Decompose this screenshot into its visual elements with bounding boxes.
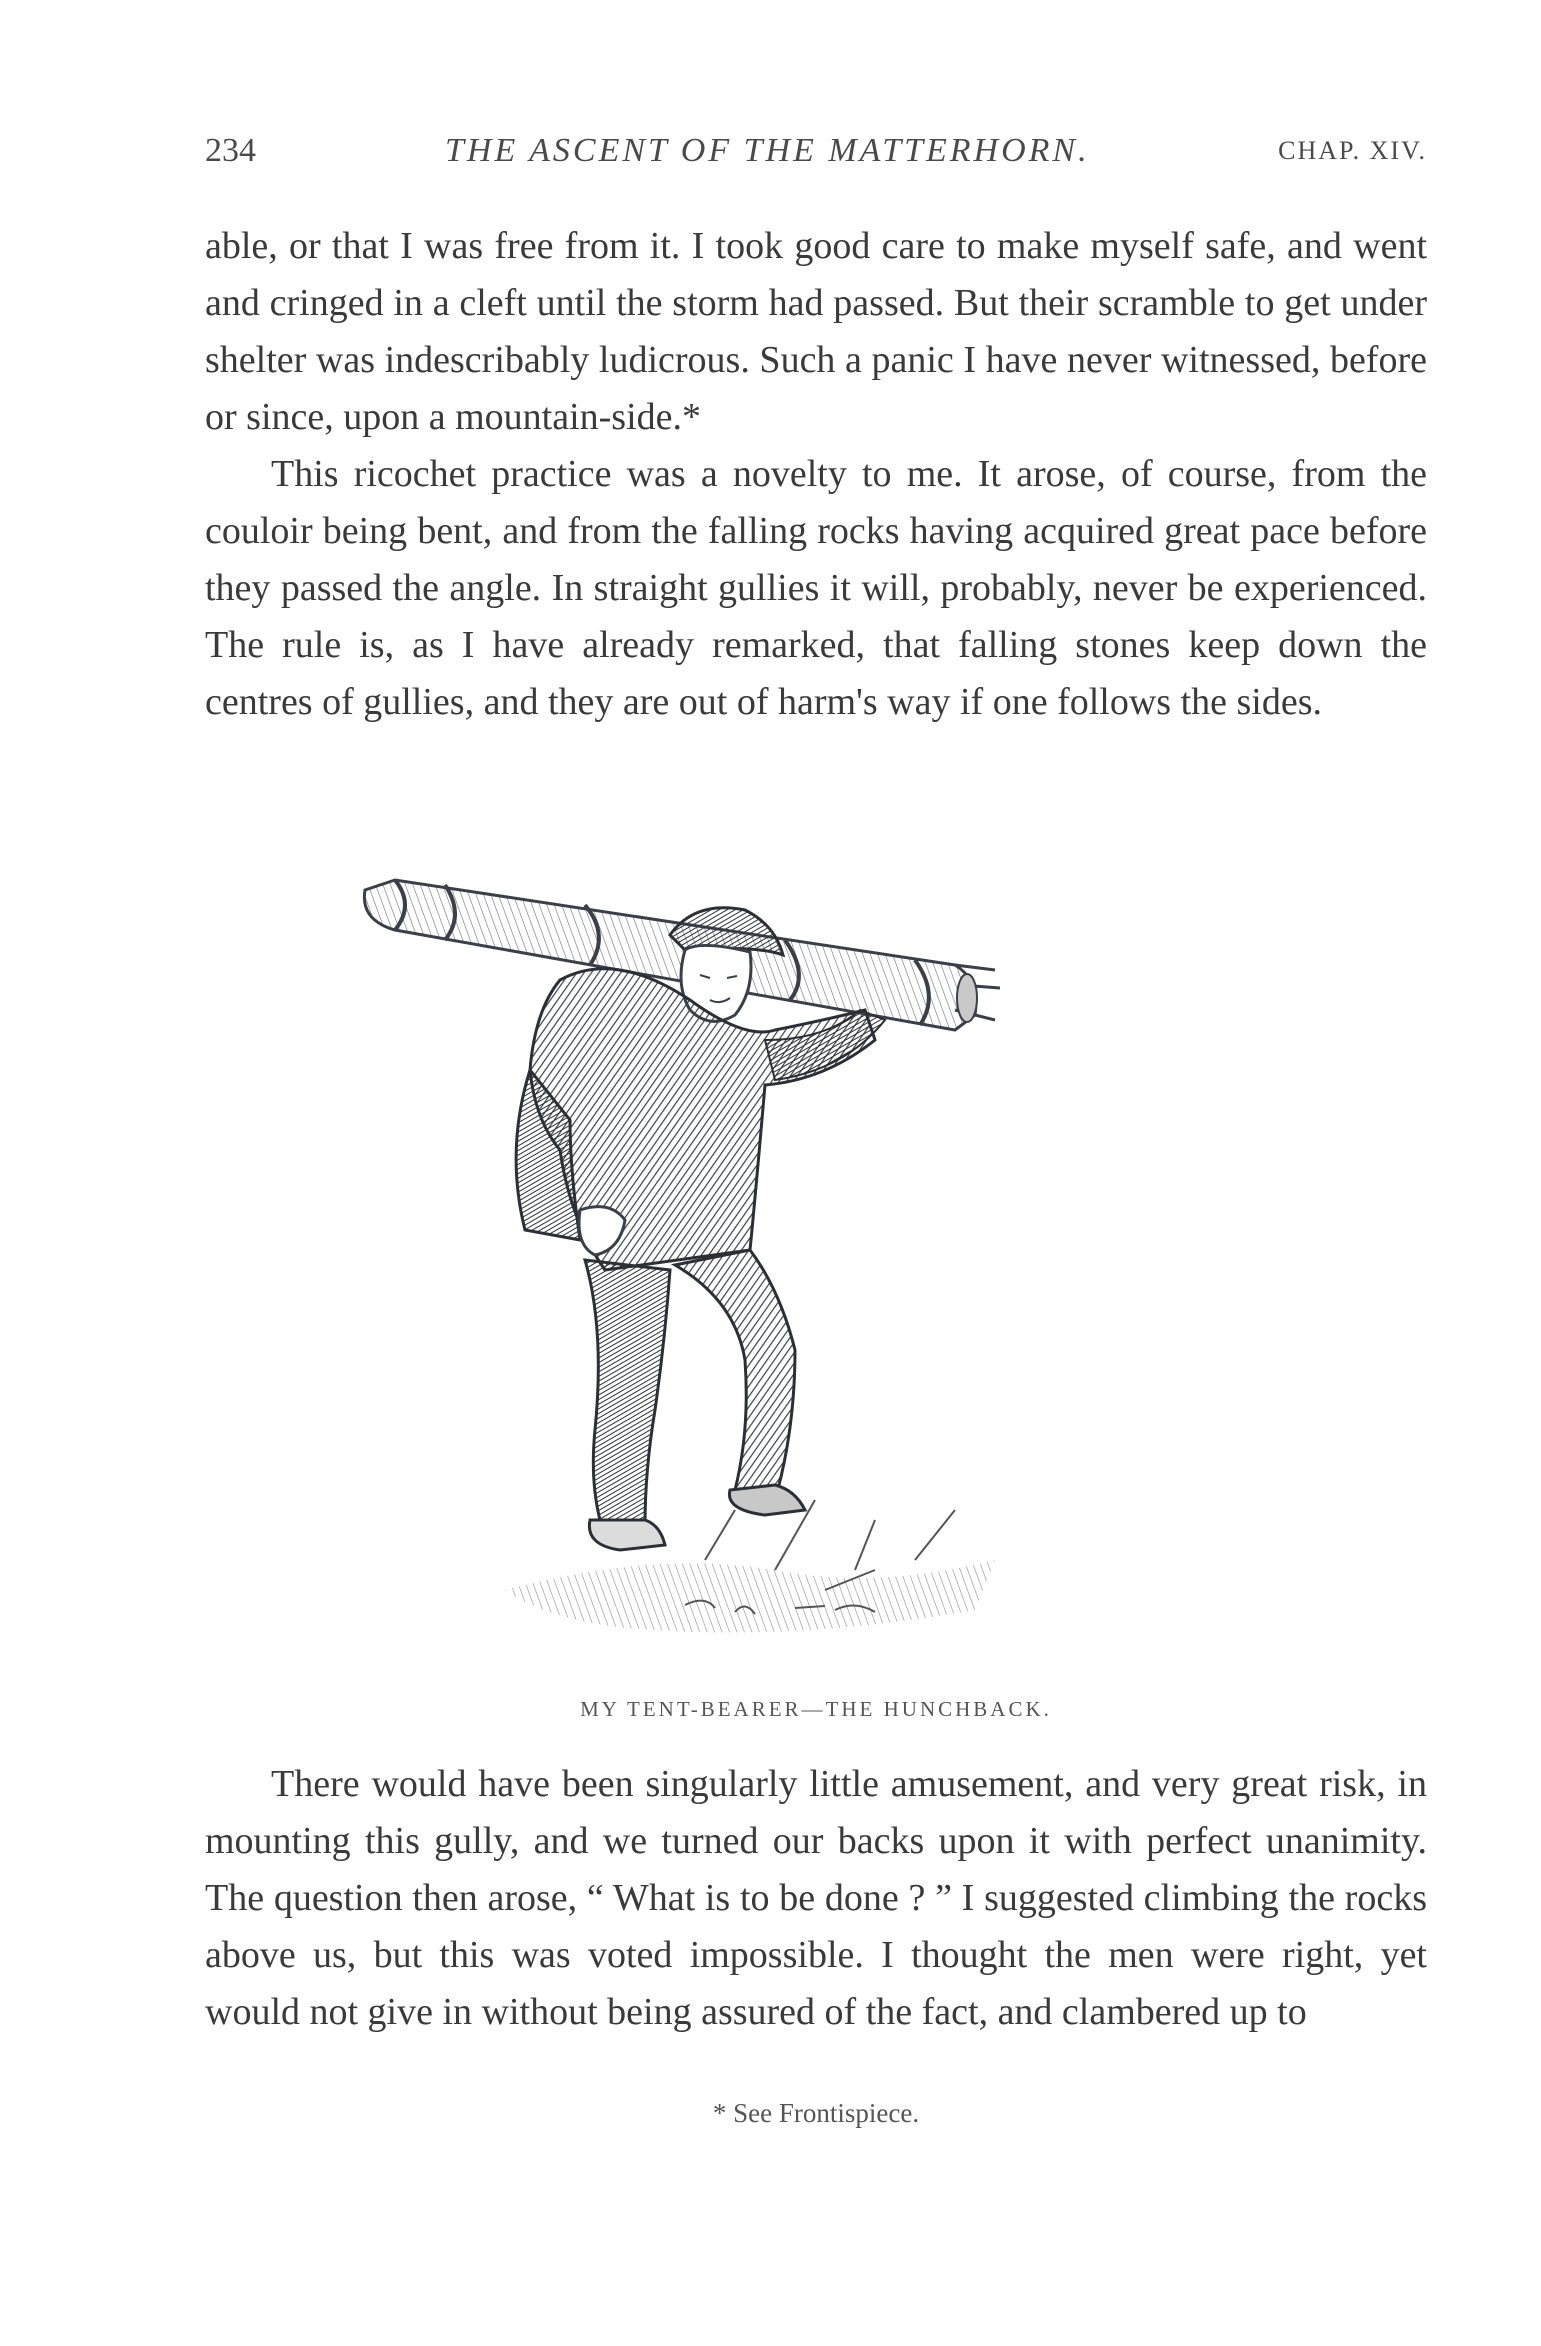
- paragraph-gully: There would have been singularly little amusement, and very great risk, in mounting this gully, and we turned our backs upon it with perfect unanimity. The question then arose, “ What is to be done ? ” I suggested climbing the rocks above us, but this was voted impossible. I thought the men were right, yet would not give in without being assured of the fact, and clambered up to: [205, 1763, 1427, 2033]
- paragraph-ricochet: This ricochet practice was a novelty to me. It arose, of course, from the couloir being bent, and from the falling rocks having acquired great pace before they passed the angle. In straight gullies it will, probably, never be experienced. The rule is, as I have already remarked, that falling stones keep down the centres of gullies, and they are out of harm's way if one follows the sides.: [205, 453, 1427, 723]
- chapter-label: CHAP. XIV.: [1278, 136, 1427, 165]
- engraving-man-carrying-tent-icon: [355, 870, 1275, 1670]
- body-text-bottom: [205, 1756, 1427, 2041]
- page-number: 234: [205, 132, 256, 169]
- page-header: [205, 132, 1427, 182]
- running-title: THE ASCENT OF THE MATTERHORN.: [445, 132, 1090, 169]
- body-text-top: [205, 218, 1427, 731]
- ground-shading: [505, 1500, 995, 1633]
- paragraph-continuation: able, or that I was free from it. I took good care to make myself safe, and went and cringed in a cleft until the storm had passed. But their scramble to get under shelter was indescribably ludicrous. Such a panic I have never witnessed, before or since, upon a mountain-side.*: [205, 225, 1427, 438]
- illustration-caption: MY TENT-BEARER—THE HUNCHBACK.: [580, 1697, 1052, 1721]
- footnote: * See Frontispiece.: [712, 2098, 920, 2128]
